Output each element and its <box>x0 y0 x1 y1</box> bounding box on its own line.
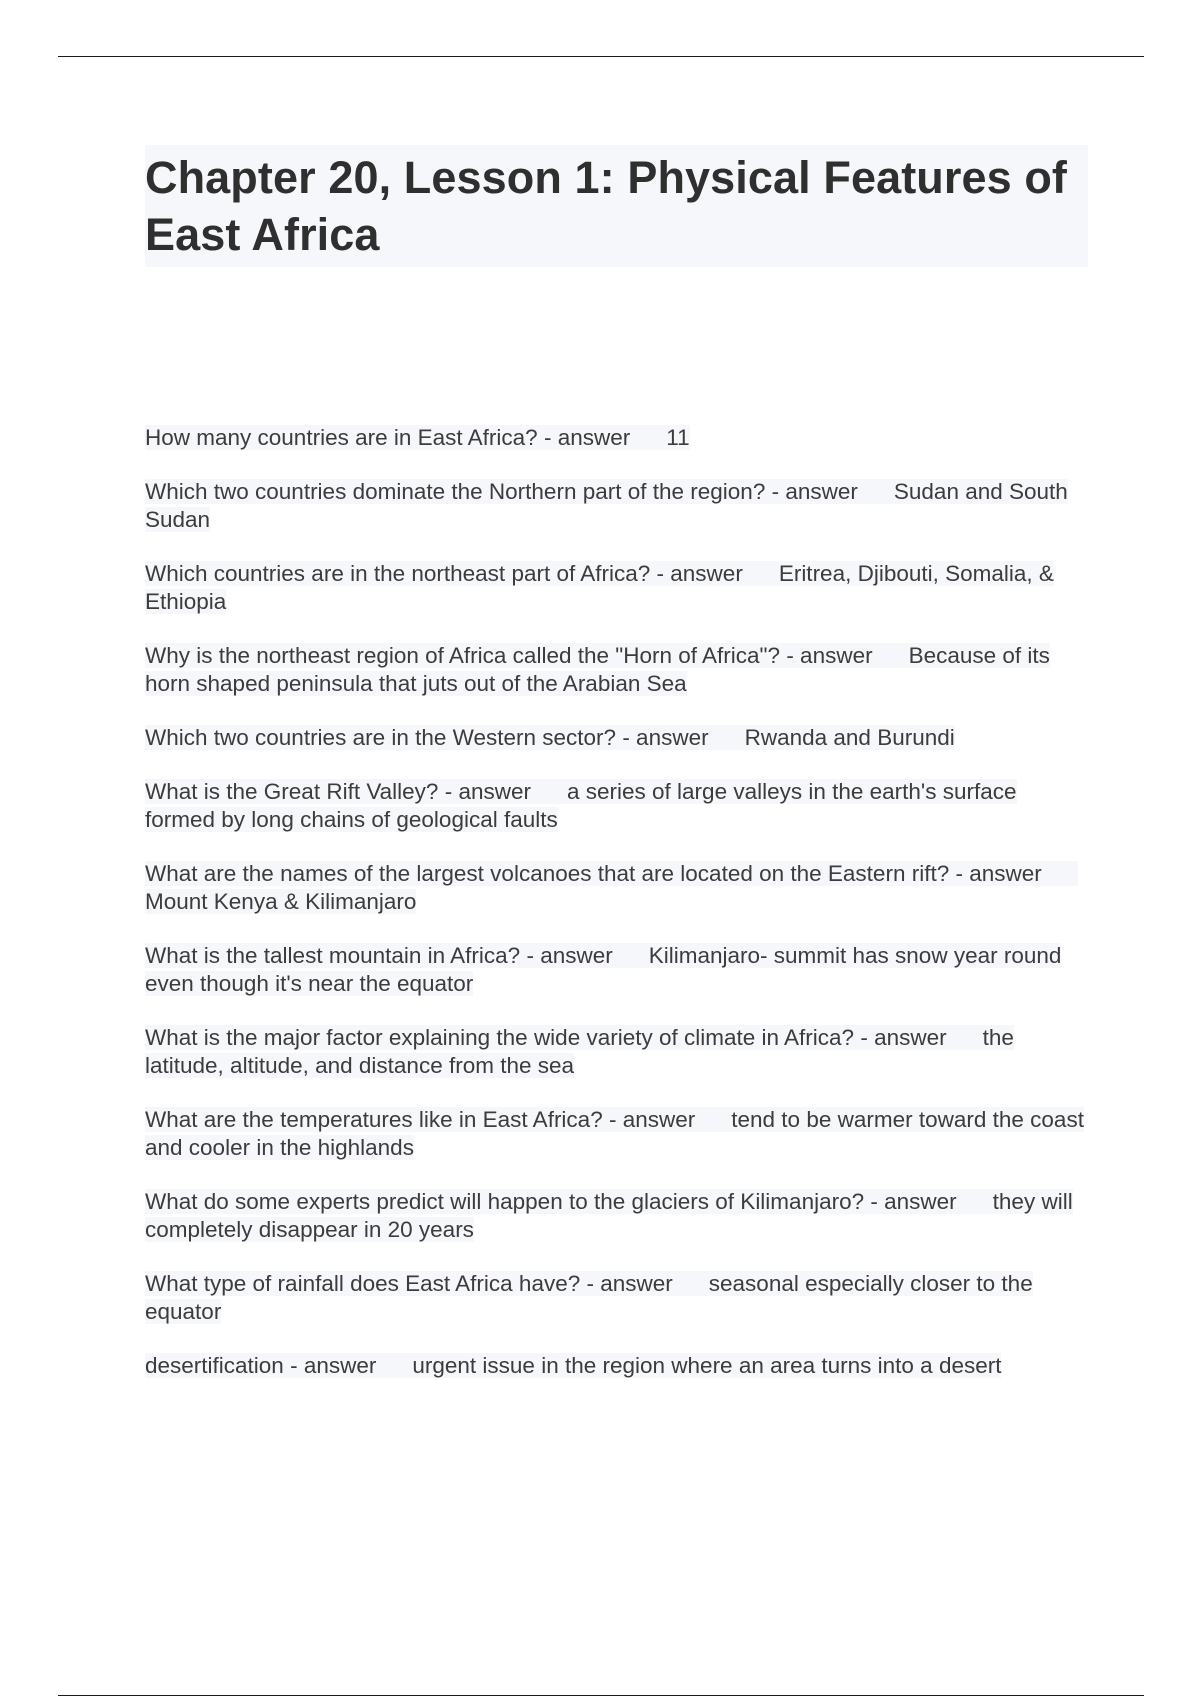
qa-item <box>145 1270 1090 1326</box>
question-text: Which two countries dominate the Northern part of the region? <box>145 479 766 504</box>
answer-marker: - answer <box>860 1025 947 1050</box>
question-text: Which countries are in the northeast part of Africa? <box>145 561 651 586</box>
page-title: Chapter 20, Lesson 1: Physical Features of East Africa <box>145 152 1068 260</box>
qa-item <box>145 778 1090 834</box>
qa-item <box>145 724 1090 752</box>
question-text: What type of rainfall does East Africa have? <box>145 1271 581 1296</box>
answer-text: tend to be warmer toward the coast and cooler in the highlands <box>145 1107 1084 1160</box>
answer-text: Sudan and South Sudan <box>145 479 1068 532</box>
question-text: What is the major factor explaining the wide variety of climate in Africa? <box>145 1025 855 1050</box>
answer-text: urgent issue in the region where an area turns into a desert <box>412 1353 1002 1378</box>
qa-item <box>145 560 1090 616</box>
answer-marker: - answer <box>444 779 531 804</box>
answer-marker: - answer <box>526 943 613 968</box>
answer-text: seasonal especially closer to the equator <box>145 1271 1033 1324</box>
answer-text: Kilimanjaro- summit has snow year round even though it's near the equator <box>145 943 1062 996</box>
answer-marker: - answer <box>786 643 873 668</box>
qa-item <box>145 942 1090 998</box>
qa-item <box>145 860 1090 916</box>
answer-text: Because of its horn shaped peninsula that juts out of the Arabian Sea <box>145 643 1050 696</box>
question-text: How many countries are in East Africa? <box>145 425 538 450</box>
answer-text: Rwanda and Burundi <box>744 725 955 750</box>
question-text: What do some experts predict will happen to the glaciers of Kilimanjaro? <box>145 1189 865 1214</box>
question-text: desertification <box>145 1353 284 1378</box>
qa-item <box>145 642 1090 698</box>
answer-text: 11 <box>666 425 690 450</box>
answer-marker: - answer <box>656 561 743 586</box>
question-text: What is the tallest mountain in Africa? <box>145 943 521 968</box>
question-text: What are the names of the largest volcanoes that are located on the Eastern rift? <box>145 861 950 886</box>
question-text: What is the Great Rift Valley? <box>145 779 439 804</box>
qa-list <box>145 424 1090 1406</box>
bottom-rule <box>58 1695 1144 1696</box>
qa-item <box>145 478 1090 534</box>
answer-marker: - answer <box>543 425 631 450</box>
qa-item <box>145 1188 1090 1244</box>
answer-marker: - answer <box>955 861 1042 886</box>
answer-text: Eritrea, Djibouti, Somalia, & Ethiopia <box>145 561 1054 614</box>
answer-text: the latitude, altitude, and distance from the sea <box>145 1025 1014 1078</box>
answer-marker: - answer <box>870 1189 957 1214</box>
answer-marker: - answer <box>771 479 858 504</box>
top-rule <box>58 56 1144 57</box>
qa-item <box>145 1024 1090 1080</box>
question-text: Why is the northeast region of Africa called the "Horn of Africa"? <box>145 643 781 668</box>
answer-text: a series of large valleys in the earth's surface formed by long chains of geological faults <box>145 779 1017 832</box>
answer-marker: - answer <box>586 1271 673 1296</box>
question-text: What are the temperatures like in East Africa? <box>145 1107 603 1132</box>
answer-text: they will completely disappear in 20 years <box>145 1189 1073 1242</box>
qa-item <box>145 1352 1090 1380</box>
question-text: Which two countries are in the Western sector? <box>145 725 617 750</box>
answer-marker: - answer <box>608 1107 696 1132</box>
qa-item <box>145 1106 1090 1162</box>
answer-marker: - answer <box>290 1353 377 1378</box>
answer-text: Mount Kenya & Kilimanjaro <box>145 889 417 914</box>
answer-marker: - answer <box>622 725 709 750</box>
title-block <box>145 145 1088 267</box>
qa-item <box>145 424 1090 452</box>
